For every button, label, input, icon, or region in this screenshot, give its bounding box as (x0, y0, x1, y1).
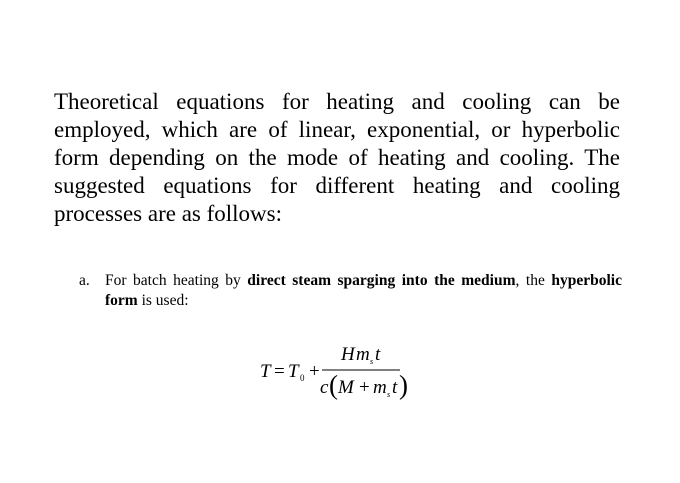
item-text-part: For batch heating by (105, 272, 248, 289)
item-bold-phrase: direct steam sparging into the medium (247, 272, 516, 289)
numerator-t: t (375, 344, 381, 365)
hyperbolic-equation (260, 340, 410, 402)
list-item (79, 271, 622, 311)
equation-equals: = (274, 361, 285, 382)
denominator-c: c (320, 377, 329, 398)
list-item-text (105, 271, 622, 311)
equation-t0-subscript: 0 (300, 373, 305, 383)
denominator-t: t (392, 377, 398, 398)
numerator-subscript: s (370, 357, 374, 366)
denominator-open-paren: ( (329, 370, 338, 400)
item-text-part: , the (515, 272, 552, 289)
numerator-m: m (356, 344, 370, 365)
equation-plus: + (309, 361, 320, 382)
denominator-subscript: s (387, 390, 391, 399)
equation-lhs: T (260, 361, 271, 382)
denominator-close-paren: ) (399, 370, 408, 400)
intro-paragraph: Theoretical equations for heating and cooling can be employed, which are of linear, exponential, or hyperbolic form depending on the mode of heating and cooling. The suggested equations for different heating and cooling processes are as follows: (54, 89, 620, 226)
item-text-part: is used: (137, 292, 189, 309)
numerator-h: H (341, 344, 355, 365)
denominator-plus: + (359, 377, 370, 398)
denominator-m: m (373, 377, 387, 398)
list-marker: a. (79, 272, 90, 289)
denominator-m-capital: M (338, 377, 354, 398)
item-bold-phrase: hyperbolic form (105, 272, 622, 309)
equation-t0: T (288, 361, 299, 382)
